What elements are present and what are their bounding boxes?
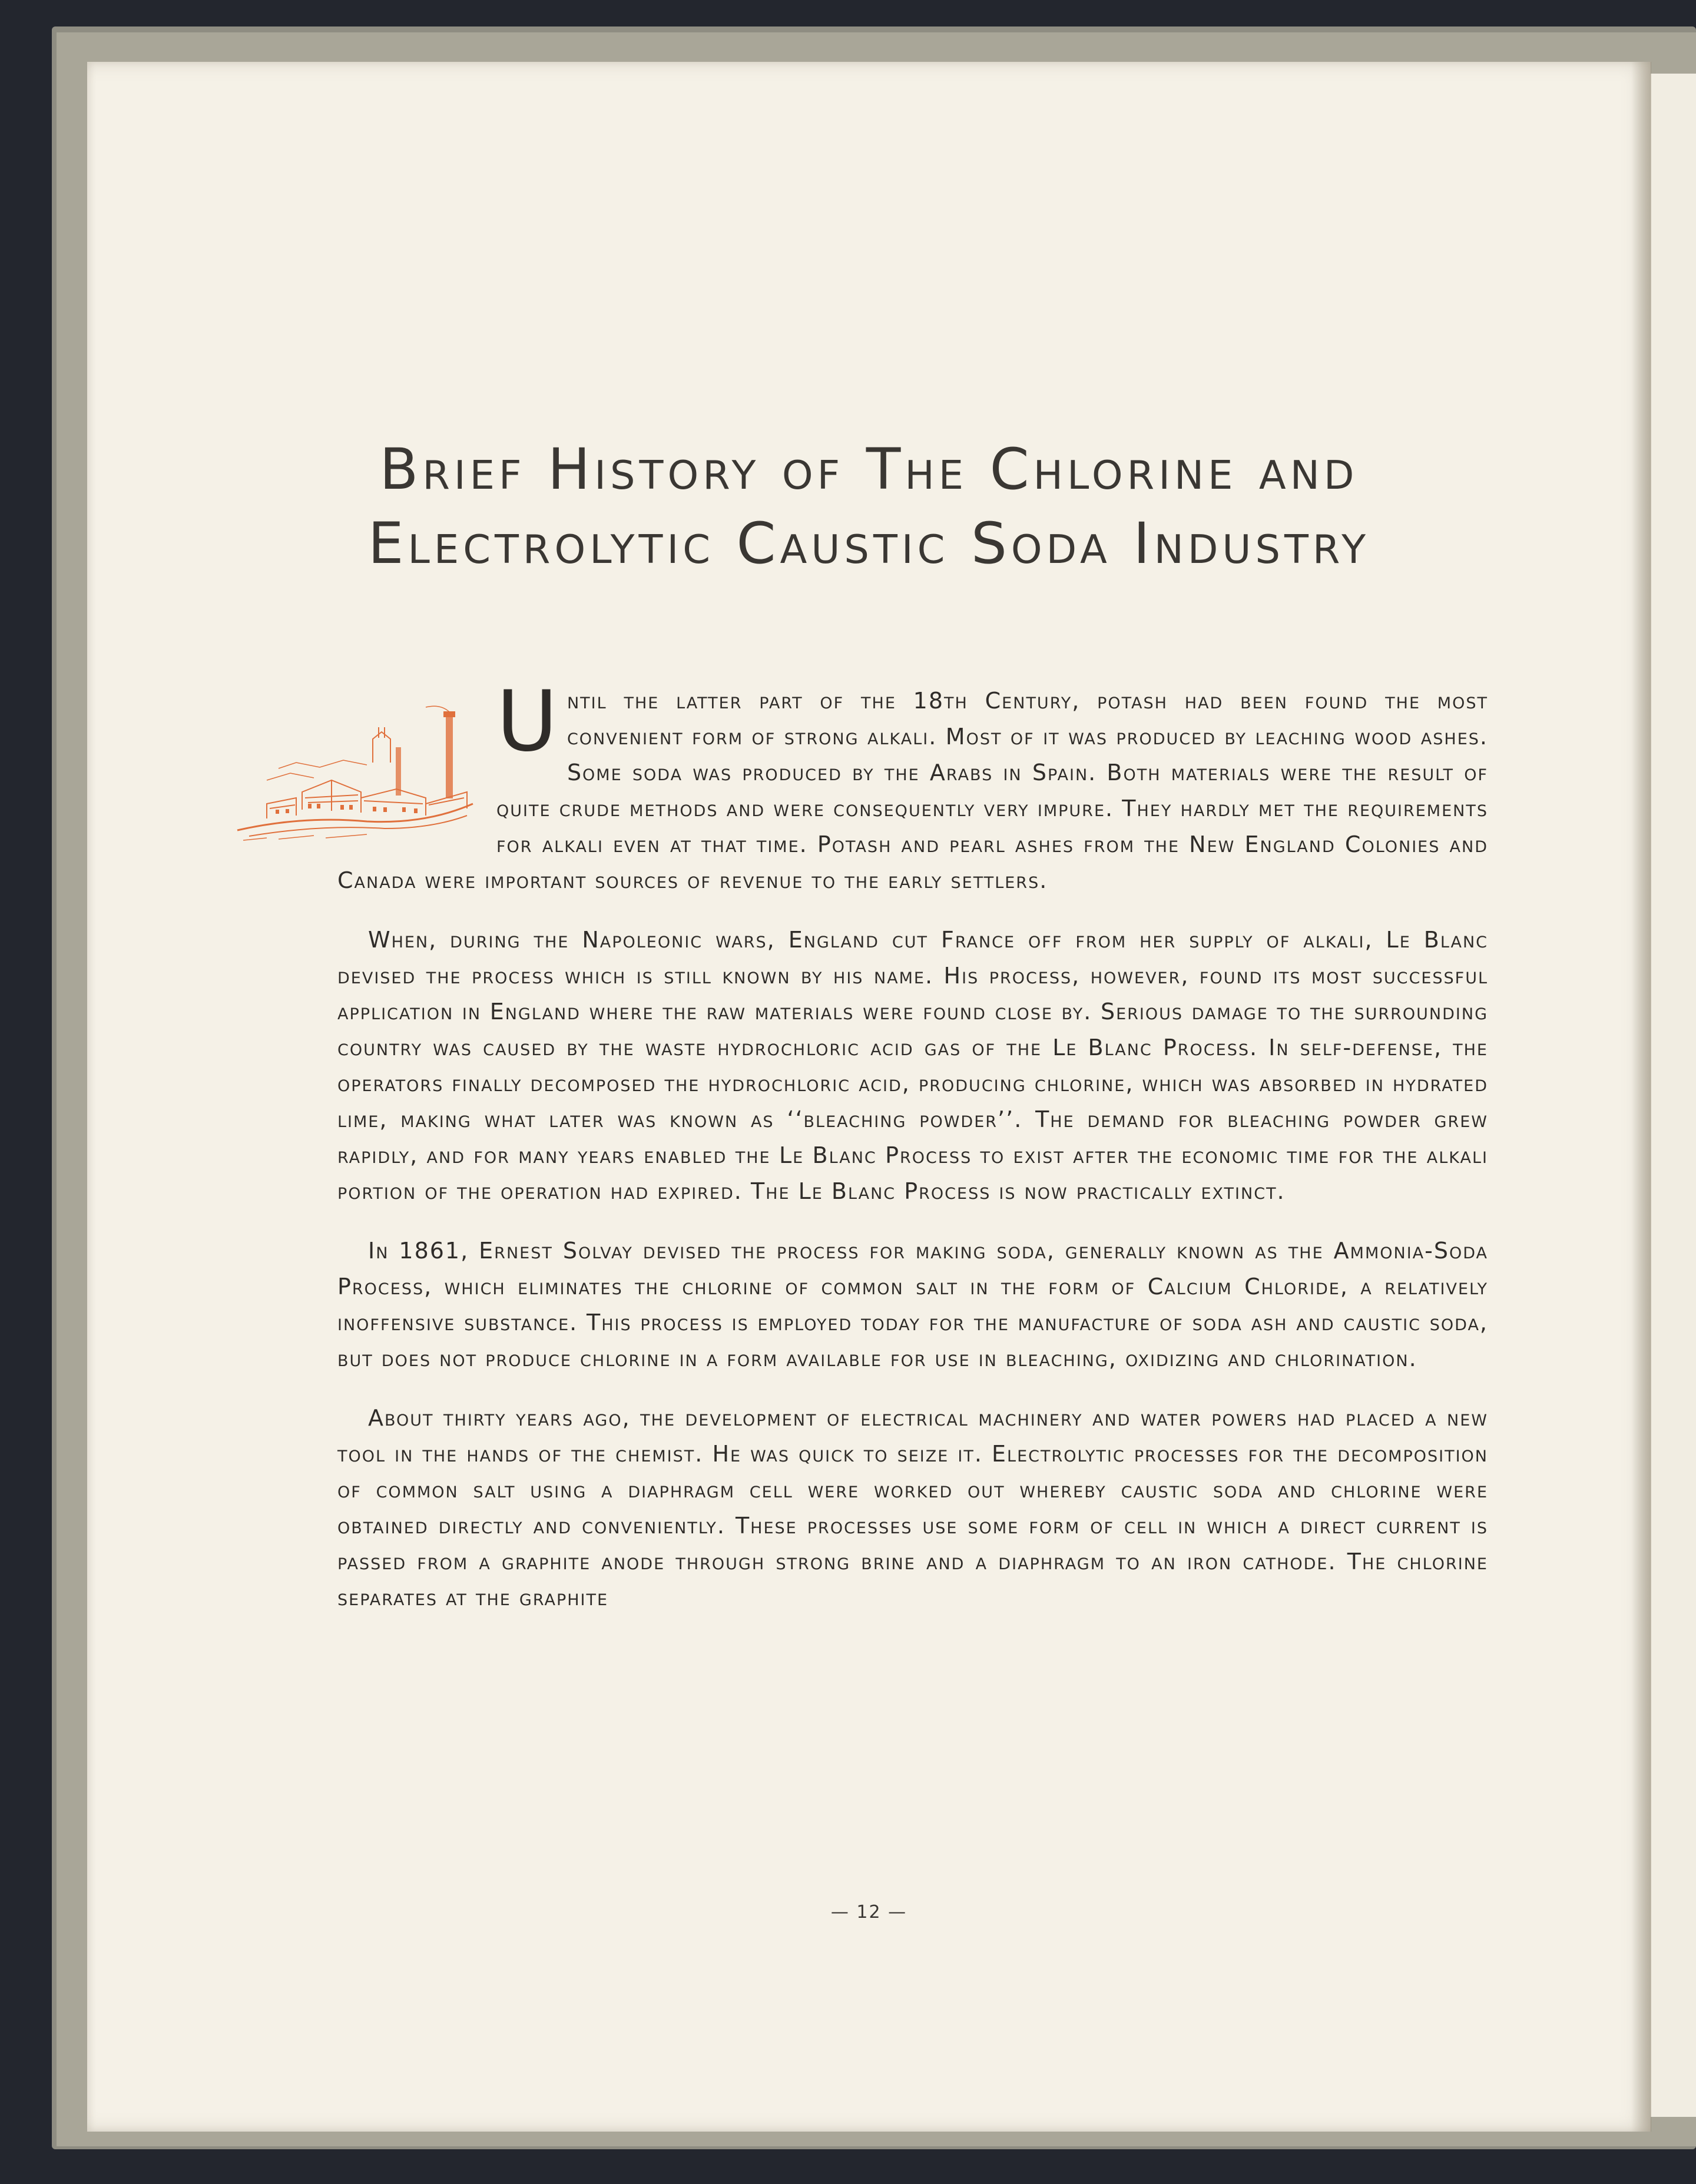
illustration-spacer bbox=[337, 683, 496, 860]
paragraph-1-text: ntil the latter part of the 18th Century, potash had been found the most convenient form of strong alkali. Most of it was produced by leaching wood ashes. Some soda was produced by the Arabs in Spain. Both materials were the result of quite crude methods and were consequently very impure. They hardly met the requirements for alkali even at that time. Potash and pearl ashes from the New England Colonies and Canada were important sources of revenue to the early settlers. bbox=[337, 688, 1488, 893]
page-title bbox=[87, 432, 1651, 581]
body-text bbox=[337, 673, 1488, 1639]
paragraph-1 bbox=[337, 673, 1488, 899]
page-gutter-shadow bbox=[1631, 62, 1651, 2132]
drop-cap: U bbox=[496, 673, 559, 770]
paragraph-2: When, during the Napoleonic wars, England cut France off from her supply of alkali, Le Blanc devised the process which is still known by his name. His process, however, found its most successful application in England where the raw materials were found close by. Serious damage to the surrounding country was caused by the waste hydrochloric acid gas of the Le Blanc Process. In self-defense, the operators finally decomposed the hydrochloric acid, producing chlorine, which was absorbed in hydrated lime, making what later was known as ‘‘bleaching powder’’. The demand for bleaching powder grew rapidly, and for many years enabled the Le Blanc Process to exist after the economic time for the alkali portion of the operation had expired. The Le Blanc Process is now practically extinct. bbox=[337, 927, 1488, 1204]
document-page bbox=[87, 62, 1651, 2132]
title-line-2: Electrolytic Caustic Soda Industry bbox=[367, 511, 1370, 577]
facing-page-edge bbox=[1649, 74, 1696, 2117]
paragraph-4: About thirty years ago, the development of electrical machinery and water powers had placed a new tool in the hands of the chemist. He was quick to seize it. Electrolytic processes for the decomposition of common salt using a diaphragm cell were worked out whereby caustic soda and chlorine were obtained directly and conveniently. These processes use some form of cell in which a direct current is passed from a graphite anode through strong brine and a diaphragm to an iron cathode. The chlorine separates at the graphite bbox=[337, 1405, 1488, 1610]
title-line-1: Brief History of The Chlorine and bbox=[379, 436, 1359, 503]
paragraph-3: In 1861, Ernest Solvay devised the process for making soda, generally known as the Ammonia-Soda Process, which eliminates the chlorine of common salt in the form of Calcium Chloride, a relatively inoffensive substance. This process is employed today for the manufacture of soda ash and caustic soda, but does not produce chlorine in a form available for use in bleaching, oxidizing and chlorination. bbox=[337, 1238, 1488, 1371]
page-number: — 12 — bbox=[830, 1902, 907, 1923]
